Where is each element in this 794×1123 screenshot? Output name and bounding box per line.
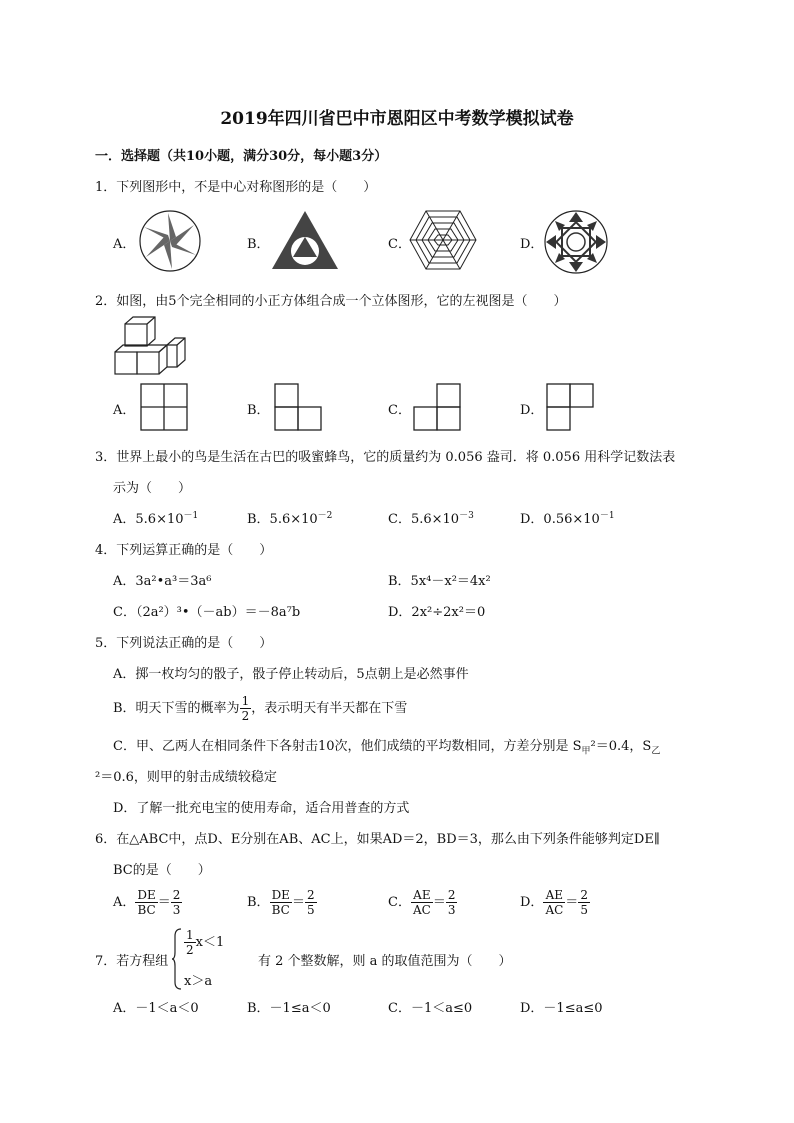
q2-option-b-view — [274, 383, 322, 431]
nested-hexagon-web-icon — [409, 209, 477, 271]
q7-inequality-2: x＞a — [184, 974, 213, 989]
section-heading: 一．选择题（共10小题，满分30分，每小题3分） — [95, 149, 388, 164]
q2-option-d-label: D． — [520, 403, 544, 418]
q1-option-a-label: A． — [113, 237, 136, 252]
q5-option-c-line2: ²＝0.6，则甲的射击成绩较稳定 — [95, 770, 277, 785]
question-6-stem-line2: BC的是（ ） — [113, 863, 211, 878]
q5-option-a: A．掷一枚均匀的骰子，骰子停止转动后，5点朝上是必然事件 — [113, 667, 469, 682]
question-3-stem-line2: 示为（ ） — [113, 481, 192, 496]
q2-option-c-label: C． — [388, 403, 411, 418]
question-1-stem: 1．下列图形中，不是中心对称图形的是（ ） — [95, 180, 377, 195]
q3-option-b: B．$5.6\times 10^{-2}$ — [247, 511, 333, 527]
q4-option-a: A．3a²•a³＝3a⁶ — [113, 574, 212, 589]
q4-option-d: D．2x²÷2x²＝0 — [388, 605, 486, 620]
q4-option-c: C．（2a²）³•（－ab）＝－8a⁷b — [113, 605, 301, 620]
q3-option-d: D．$0.56\times 10^{-1}$ — [520, 511, 615, 527]
question-4-stem: 4．下列运算正确的是（ ） — [95, 543, 273, 558]
q6-option-b: B． $\frac{DE}{BC}$ ＝ $\frac{2}{5}$ — [247, 888, 315, 917]
q4-option-b: B．5x⁴－x²＝4x² — [388, 574, 491, 589]
pinwheel-star-icon — [138, 209, 202, 273]
question-7-stem-post: 有 2 个整数解，则 a 的取值范围为（ ） — [258, 954, 512, 969]
star-of-squares-icon — [543, 209, 609, 275]
triangle-with-circle-icon — [270, 209, 340, 271]
question-2-stem: 2．如图，由5个完全相同的小正方体组合成一个立体图形，它的左视图是（ ） — [95, 294, 567, 309]
q2-option-c-view — [413, 383, 461, 431]
system-brace-icon — [172, 928, 182, 990]
cube-stack-figure — [113, 316, 193, 376]
q2-option-d-view — [546, 383, 594, 431]
q6-option-c: C． $\frac{AE}{AC}$ ＝ $\frac{2}{3}$ — [388, 888, 456, 917]
q6-option-d: D． $\frac{AE}{AC}$ ＝ $\frac{2}{5}$ — [520, 888, 588, 917]
q6-option-a: A． $\frac{DE}{BC}$ ＝ $\frac{2}{3}$ — [113, 888, 181, 917]
q2-option-a-label: A． — [113, 403, 136, 418]
q5-option-c-line1: C．甲、乙两人在相同条件下各射击10次，他们成绩的平均数相同，方差分别是 $S_甲^2=0.4$，$S_乙$ — [113, 739, 661, 757]
q2-option-b-label: B． — [247, 403, 270, 418]
q7-option-a: A．－1＜a＜0 — [113, 1001, 199, 1016]
q1-option-d-label: D． — [520, 237, 544, 252]
question-6-stem-line1: 6．在△ABC中，点D、E分别在AB、AC上，如果AD＝2，BD＝3，那么由下列条件能够判定DE∥ — [95, 832, 660, 847]
q7-option-d: D．－1≤a≤0 — [520, 1001, 603, 1016]
q7-option-b: B．－1≤a＜0 — [247, 1001, 331, 1016]
q7-inequality-1: $\frac{1}{2}$ x＜1 — [186, 928, 225, 957]
q5-option-d: D．了解一批充电宝的使用寿命，适合用普查的方式 — [113, 801, 410, 816]
q7-option-c: C．－1＜a≤0 — [388, 1001, 473, 1016]
q3-option-a: A．$5.6\times 10^{-1}$ — [113, 511, 199, 527]
q1-option-b-label: B． — [247, 237, 270, 252]
question-5-stem: 5．下列说法正确的是（ ） — [95, 636, 273, 651]
q5-option-b: B．明天下雪的概率为 $\frac{1}{2}$ ，表示明天有半天都在下雪 — [113, 694, 408, 723]
question-3-stem-line1: 3．世界上最小的鸟是生活在古巴的吸蜜蜂鸟，它的质量约为 0.056 盎司．将 0.056 用科学记数法表 — [95, 450, 676, 465]
page-title: 2019年四川省巴中市恩阳区中考数学模拟试卷 — [220, 109, 574, 129]
q1-option-c-label: C． — [388, 237, 411, 252]
q2-option-a-view — [140, 383, 188, 431]
question-7-stem-pre: 7．若方程组 — [95, 954, 169, 969]
q3-option-c: C．$5.6\times 10^{-3}$ — [388, 511, 474, 527]
